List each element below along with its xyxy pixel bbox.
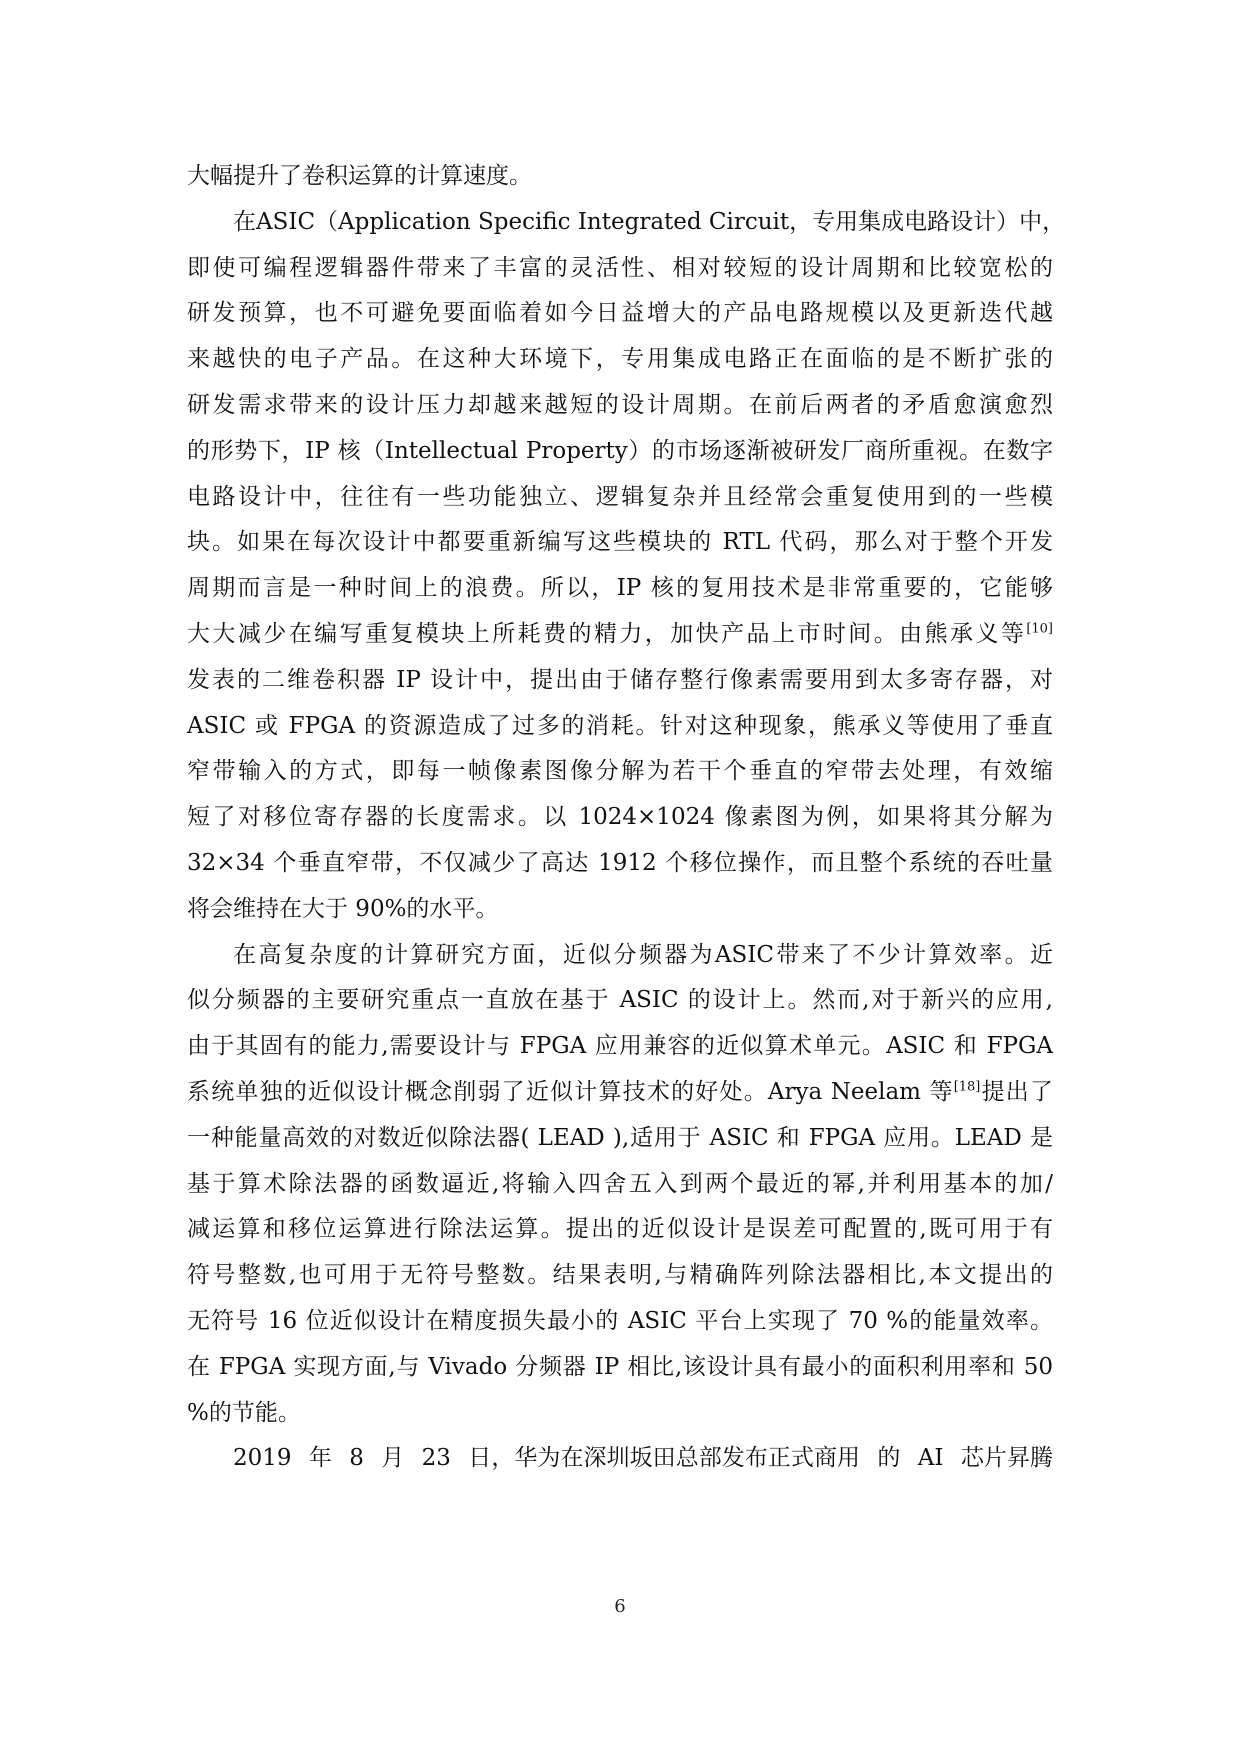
paragraph-end-line (187, 1397, 1053, 1443)
line-text: 窄带输入的方式，即每一帧像素图像分解为若干个垂直的窄带去处理，有效缩 (187, 758, 1053, 785)
line-text: 大大减少在编写重复模块上所耗费的精力，加快产品上市时间。由熊承义等 (187, 620, 1027, 647)
line-text: 系统单独的近似设计概念削弱了近似计算技术的好处。Arya Neelam 等 (187, 1078, 954, 1105)
line-text: 周期而言是一种时间上的浪费。所以，IP 核的复用技术是非常重要的，它能够 (187, 575, 1053, 602)
text-line (187, 664, 1053, 710)
line-text: 减运算和移位运算进行除法运算。提出的近似设计是误差可配置的,既可用于有 (187, 1216, 1053, 1243)
line-text: 似分频器的主要研究重点一直放在基于 ASIC 的设计上。然而,对于新兴的应用, (187, 987, 1053, 1014)
line-text: 发表的二维卷积器 IP 设计中，提出由于储存整行像素需要用到太多寄存器，对 (187, 666, 1053, 693)
line-text: 一种能量高效的对数近似除法器( LEAD ),适用于 ASIC 和 FPGA 应用。LEAD 是 (187, 1124, 1053, 1151)
line-text: 在ASIC（Application Specific Integrated Circuit，专用集成电路设计）中， (233, 208, 1066, 235)
text-line (187, 801, 1053, 847)
citation-superscript: [10] (1026, 621, 1053, 637)
line-text: 基于算术除法器的函数逼近,将输入四舍五入到两个最近的幂,并利用基本的加/ (187, 1170, 1053, 1197)
paragraph-end-line (187, 893, 1053, 939)
line-text: 的形势下，IP 核（Intellectual Property）的市场逐渐被研发厂商所重视。在数字 (187, 437, 1053, 464)
body-text (187, 160, 1066, 1488)
paragraph-start-line (187, 1442, 1053, 1488)
citation-superscript: [18] (953, 1079, 981, 1095)
text-line (187, 526, 1053, 572)
text-line (187, 710, 1053, 756)
line-text: 研发需求带来的设计压力却越来越短的设计周期。在前后两者的矛盾愈演愈烈 (187, 391, 1053, 418)
text-line (187, 847, 1053, 893)
line-text: 由于其固有的能力,需要设计与 FPGA 应用兼容的近似算术单元。ASIC 和 FPGA (187, 1033, 1053, 1060)
line-text: 无符号 16 位近似设计在精度损失最小的 ASIC 平台上实现了 70 %的能量效率。 (187, 1307, 1053, 1334)
line-text: 来越快的电子产品。在这种大环境下，专用集成电路正在面临的是不断扩张的 (187, 346, 1053, 373)
text-line (187, 343, 1053, 389)
text-line (187, 435, 1053, 481)
line-text: 符号整数,也可用于无符号整数。结果表明,与精确阵列除法器相比,本文提出的 (187, 1262, 1053, 1289)
text-line (187, 572, 1053, 618)
line-text: 在 FPGA 实现方面,与 Vivado 分频器 IP 相比,该设计具有最小的面积利用率和 50 (187, 1353, 1053, 1380)
text-line (187, 1213, 1053, 1259)
text-line (187, 618, 1053, 664)
text-line (187, 160, 1053, 206)
line-text: 块。如果在每次设计中都要重新编写这些模块的 RTL 代码，那么对于整个开发 (187, 529, 1053, 556)
text-line (187, 252, 1053, 298)
text-line (187, 1351, 1053, 1397)
line-text: 研发预算，也不可避免要面临着如今日益增大的产品电路规模以及更新迭代越 (187, 300, 1053, 327)
text-line (187, 1030, 1053, 1076)
line-text: 即使可编程逻辑器件带来了丰富的灵活性、相对较短的设计周期和比较宽松的 (187, 254, 1053, 281)
text-line (187, 481, 1053, 527)
text-line (187, 755, 1053, 801)
line-text: %的节能。 (187, 1399, 301, 1426)
text-line (187, 1305, 1053, 1351)
text-line (187, 297, 1053, 343)
text-line (187, 1122, 1053, 1168)
line-text: 短了对移位寄存器的长度需求。以 1024×1024 像素图为例，如果将其分解为 (187, 804, 1053, 831)
line-text: 大幅提升了卷积运算的计算速度。 (187, 163, 532, 189)
text-line (187, 1259, 1053, 1305)
line-text: 将会维持在大于 90%的水平。 (187, 895, 499, 922)
paragraph-start-line (187, 206, 1066, 252)
page-number: 6 (614, 1596, 626, 1617)
paragraph-start-line (187, 939, 1053, 985)
text-line (187, 389, 1053, 435)
line-text: 电路设计中，往往有一些功能独立、逻辑复杂并且经常会重复使用到的一些模 (187, 483, 1053, 510)
line-text: 2019 年 8 月 23 日，华为在深圳坂田总部发布正式商用 的 AI 芯片昇腾 (233, 1445, 1053, 1472)
text-line (187, 984, 1053, 1030)
line-text: ASIC 或 FPGA 的资源造成了过多的消耗。针对这种现象，熊承义等使用了垂直 (187, 712, 1053, 739)
line-text: 32×34 个垂直窄带，不仅减少了高达 1912 个移位操作，而且整个系统的吞吐量 (187, 849, 1053, 876)
line-text-continuation: 提出了 (980, 1078, 1053, 1105)
line-text: 在高复杂度的计算研究方面，近似分频器为ASIC带来了不少计算效率。近 (233, 941, 1053, 968)
text-line (187, 1168, 1053, 1214)
text-line (187, 1076, 1053, 1122)
